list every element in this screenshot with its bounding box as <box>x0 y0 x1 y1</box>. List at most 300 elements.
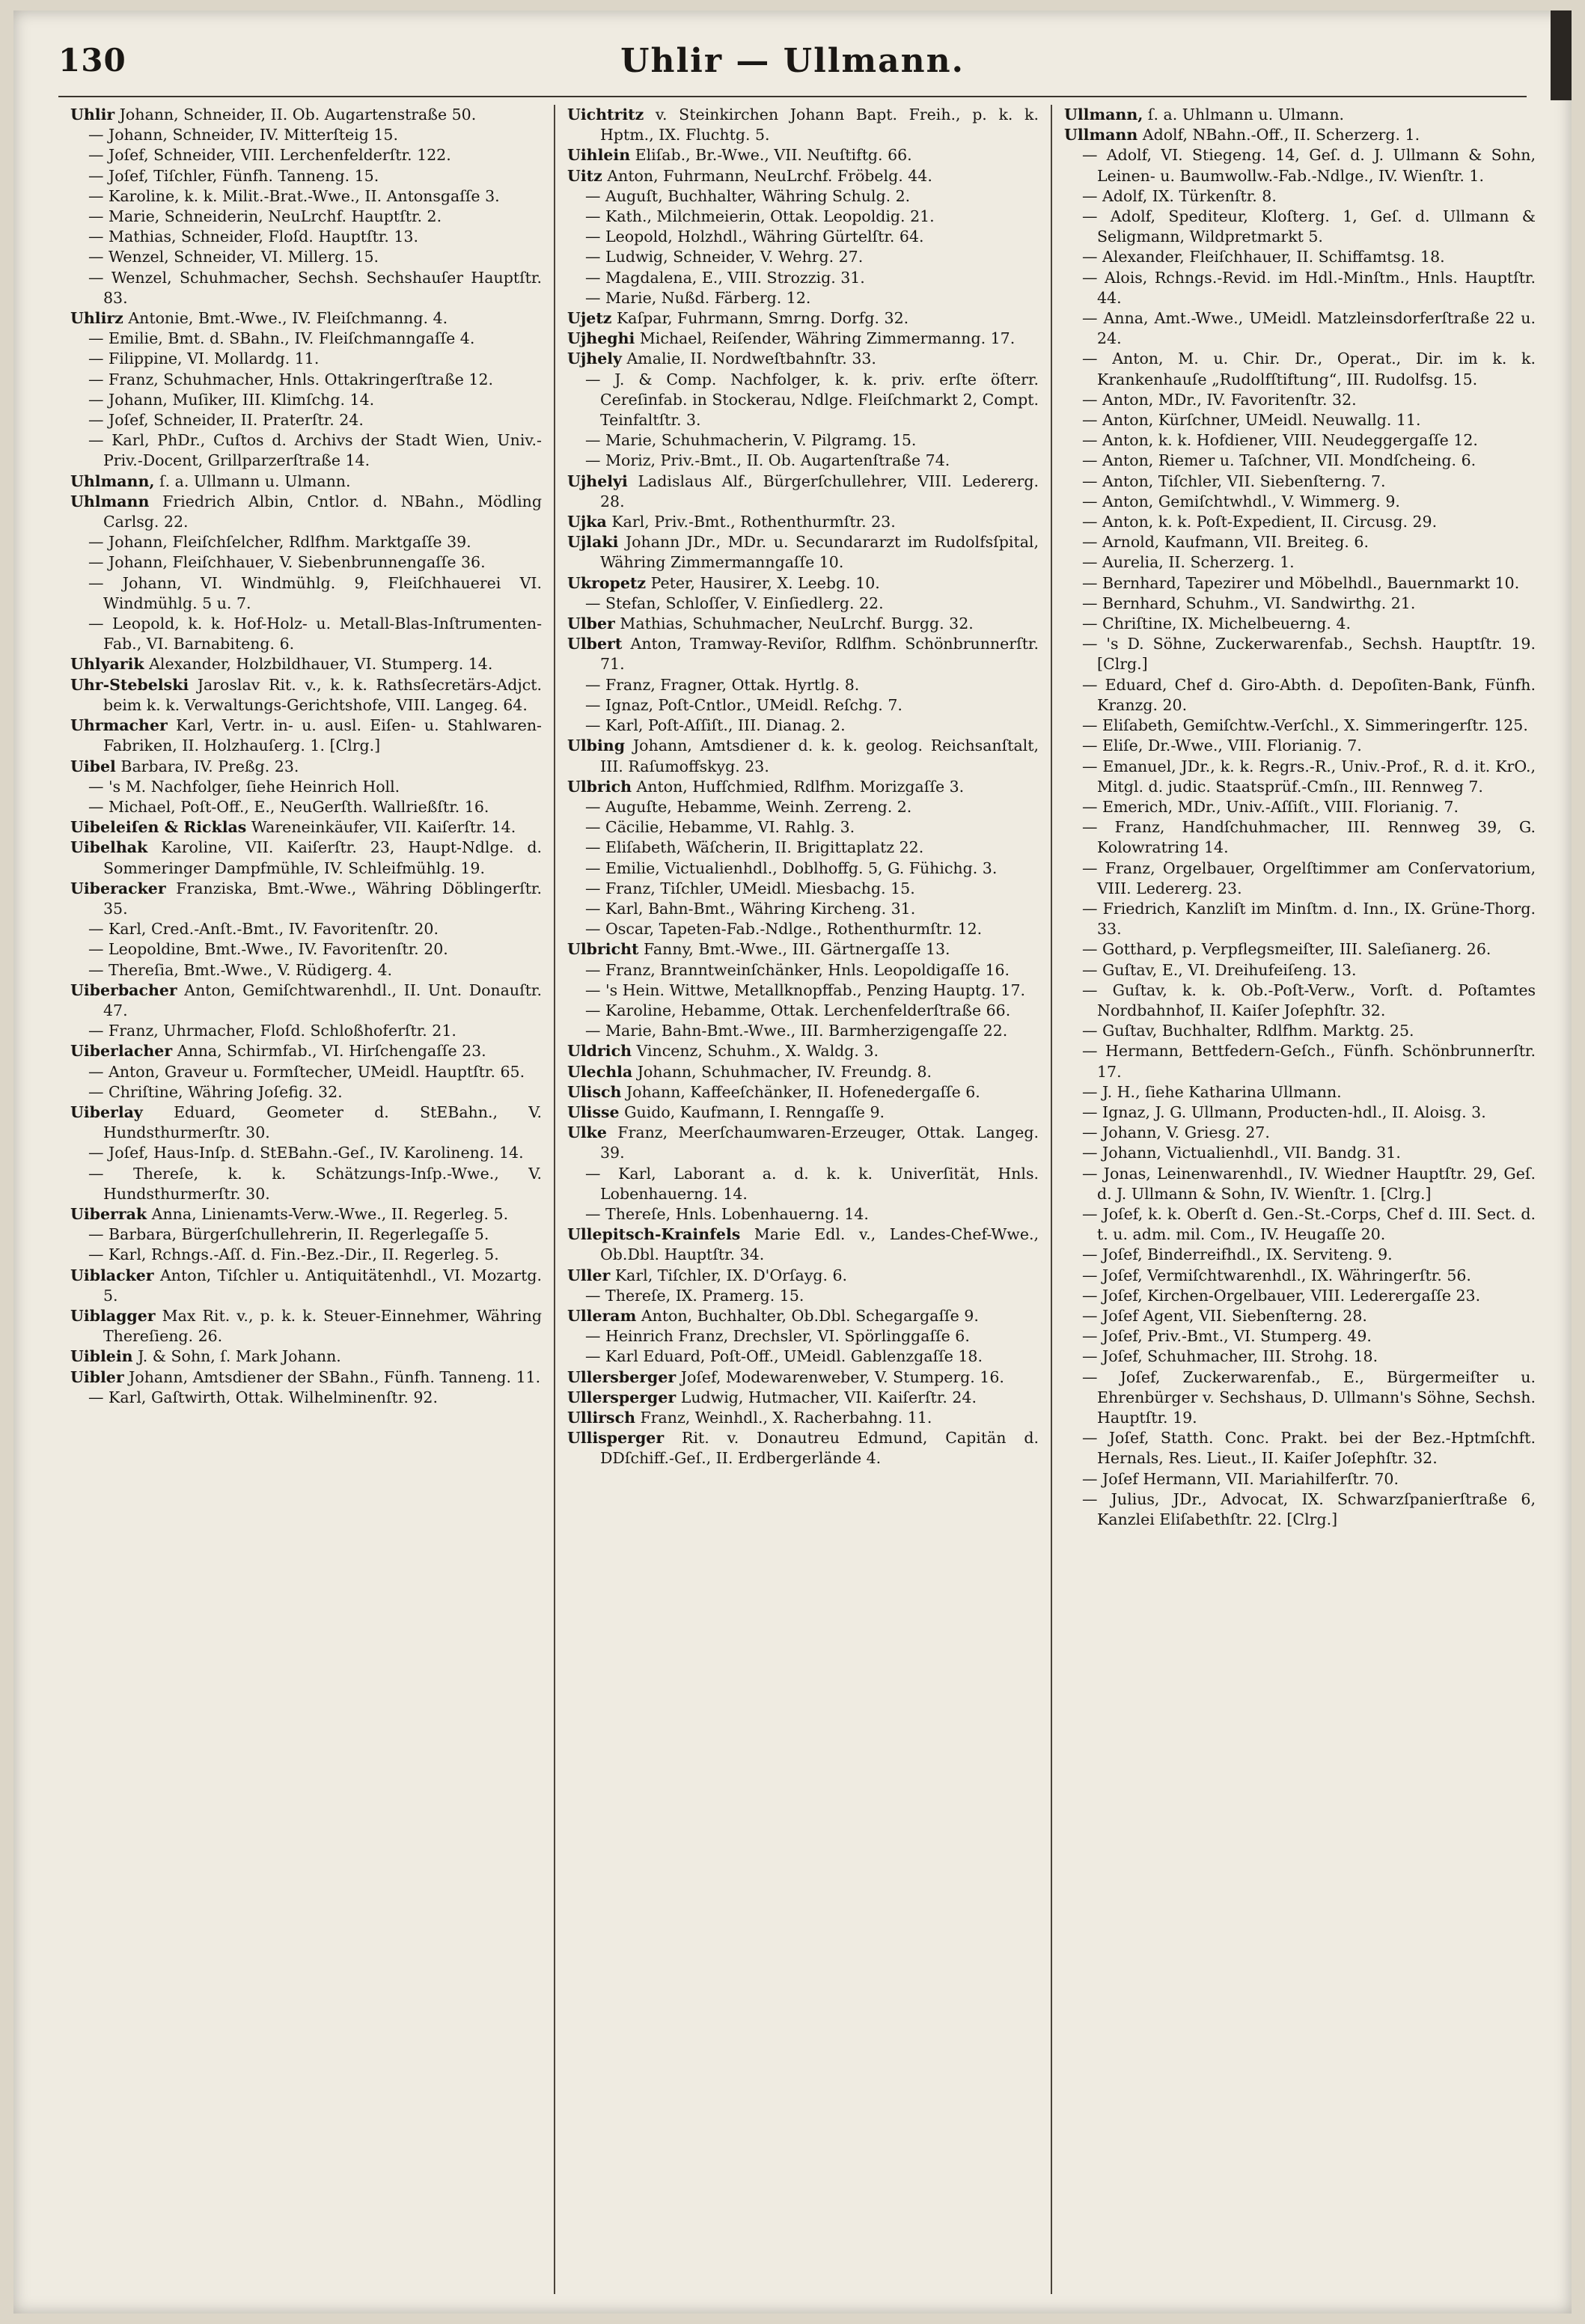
entry-text: — Karl, PhDr., Cuſtos d. Archivs der Stadt Wien, Univ.-Priv.-Docent, Grillparzerſtraße 14. <box>88 431 542 470</box>
directory-entry <box>1064 757 1536 797</box>
entry-text: — Mathias, Schneider, Floſd. Hauptſtr. 13. <box>88 228 418 246</box>
directory-entry <box>70 1367 542 1388</box>
entry-surname: Ujhelyi <box>567 472 628 490</box>
entry-text: — 's Hein. Wittwe, Metallknopffab., Penzing Hauptg. 17. <box>585 980 1026 999</box>
directory-entry <box>70 552 542 573</box>
directory-entry <box>70 1204 542 1224</box>
entry-text: — Joſef, k. k. Oberſt d. Gen.-St.-Corps, Chef d. III. Sect. d. t. u. adm. mil. Com., IV. Heugaſſe 20. <box>1082 1204 1536 1244</box>
directory-entry <box>567 777 1039 797</box>
directory-entry <box>567 186 1039 207</box>
entry-surname: Ujetz <box>567 309 612 328</box>
entry-text: Franz, Meerſchaumwaren-Erzeuger, Ottak. Langeg. 39. <box>600 1123 1039 1162</box>
entry-text: — Franz, Branntweinſchänker, Hnls. Leopoldigaſſe 16. <box>585 960 1010 979</box>
entry-text: — Joſef, Vermiſchtwarenhdl., IX. Währingerſtr. 56. <box>1082 1266 1471 1284</box>
entry-surname: Ullersperger <box>567 1388 677 1406</box>
directory-entry <box>70 1266 542 1306</box>
directory-entry <box>567 980 1039 1001</box>
entry-surname: Uiberacker <box>70 879 166 897</box>
entry-text: — Emilie, Victualienhdl., Doblhoffg. 5, G. Fühichg. 3. <box>585 858 998 877</box>
directory-entry <box>567 207 1039 227</box>
entry-text: Anton, Hufſchmied, Rdlfhm. Morizgaſſe 3. <box>636 777 965 796</box>
directory-entry <box>70 105 542 125</box>
entry-text: Ladislaus Alf., Bürgerſchullehrer, VIII. Ledererg. 28. <box>600 472 1039 510</box>
entry-surname: Ujka <box>567 513 607 531</box>
directory-entry <box>70 186 542 207</box>
entry-text: — Johann, Schneider, IV. Mitterſteig 15. <box>88 126 398 144</box>
directory-entry <box>1064 1021 1536 1041</box>
entry-text: — Karl, Bahn-Bmt., Währing Kircheng. 31. <box>585 899 916 918</box>
entry-text: — Moriz, Priv.-Bmt., II. Ob. Augartenſtraße 74. <box>585 451 950 470</box>
directory-entry <box>70 268 542 308</box>
directory-entry <box>567 1204 1039 1224</box>
entry-text: — Karl, Laborant a. d. k. k. Univerſität, Hnls. Lobenhauerng. 14. <box>585 1164 1039 1203</box>
directory-entry <box>70 1346 542 1367</box>
entry-text: — Adolf, VI. Stiegeng. 14, Geſ. d. J. Ullmann & Sohn, Leinen- u. Baumwollw.-Fab.-Ndlge., IV. Wienſtr. 1. <box>1082 146 1536 185</box>
entry-text: Eduard, Geometer d. StEBahn., V. Hundsthurmerſtr. 30. <box>103 1102 542 1142</box>
directory-entry <box>70 1062 542 1082</box>
directory-entry <box>567 1001 1039 1021</box>
entry-text: Jaroslav Rit. v., k. k. Rathsſecretärs-Adjct. beim k. k. Verwaltungs-Gerichtshofe, VIII. Langeg. 64. <box>103 675 542 714</box>
directory-entry <box>567 1306 1039 1326</box>
directory-entry <box>567 675 1039 695</box>
entry-text: — Johann, Victualienhdl., VII. Bandg. 31. <box>1082 1144 1401 1162</box>
entry-text: — Marie, Schuhmacherin, V. Pilgramg. 15. <box>585 431 917 450</box>
directory-entry <box>567 1224 1039 1265</box>
entry-text: — 's M. Nachfolger, ſiehe Heinrich Holl. <box>88 777 400 796</box>
entry-text: — Thereſia, Bmt.-Wwe., V. Rüdigerg. 4. <box>88 960 393 979</box>
entry-text: — Gotthard, p. Verpflegsmeiſter, III. Saleſianerg. 26. <box>1082 940 1491 959</box>
directory-entry <box>70 797 542 817</box>
directory-entry <box>1064 1123 1536 1143</box>
directory-entry <box>567 939 1039 960</box>
entry-text: — Karoline, Hebamme, Ottak. Lerchenfelderſtraße 66. <box>585 1001 1011 1019</box>
entry-text: — Ignaz, Poſt-Cntlor., UMeidl. Reſchg. 7. <box>585 695 903 714</box>
directory-entry <box>1064 410 1536 430</box>
entry-text: — Anton, Graveur u. Formſtecher, UMeidl. Hauptſtr. 65. <box>88 1062 525 1081</box>
entry-text: — Franz, Tiſchler, UMeidl. Miesbachg. 15. <box>585 879 915 897</box>
entry-surname: Uiblein <box>70 1347 133 1366</box>
entry-surname: Uichtritz <box>567 106 644 123</box>
directory-entry <box>567 1123 1039 1163</box>
entry-text: — Karl, Poſt-Aſſiſt., III. Dianag. 2. <box>585 716 846 735</box>
entry-text: — Ignaz, J. G. Ullmann, Producten-hdl., II. Aloisg. 3. <box>1082 1102 1486 1121</box>
entry-text: — Marie, Bahn-Bmt.-Wwe., III. Barmherzigengaſſe 22. <box>585 1022 1008 1040</box>
entry-text: — Joſef, Binderreifhdl., IX. Serviteng. 9. <box>1082 1245 1393 1264</box>
entry-surname: Ullersberger <box>567 1367 677 1386</box>
directory-entry <box>567 145 1039 165</box>
entry-text: — Franz, Orgelbauer, Orgelſtimmer am Conſervatorium, VIII. Ledererg. 23. <box>1082 858 1536 897</box>
entry-text: — Guſtav, k. k. Ob.-Poſt-Verw., Vorſt. d. Poſtamtes Nordbahnhof, II. Kaiſer Joſephſtr. 32. <box>1082 980 1536 1019</box>
entry-text: ſ. a. Ullmann u. Ulmann. <box>159 472 351 490</box>
entry-text: Franz, Weinhdl., X. Racherbahng. 11. <box>640 1409 932 1427</box>
entry-text: Johann, Schneider, II. Ob. Augartenstraße 50. <box>119 106 477 123</box>
entry-text: — Anton, Gemiſchtwhdl., V. Wimmerg. 9. <box>1082 492 1400 510</box>
directory-entry <box>567 736 1039 776</box>
entry-text: — Julius, JDr., Advocat, IX. Schwarzſpanierſtraße 6, Kanzlei Eliſabethſtr. 22. [Clrg.] <box>1082 1489 1536 1529</box>
directory-entry <box>70 390 542 410</box>
directory-entry <box>567 960 1039 980</box>
directory-entry <box>1064 186 1536 207</box>
directory-entry <box>70 980 542 1021</box>
entry-text: — Joſef, Statth. Conc. Prakt. bei der Bez.-Hptmſchft. Hernals, Res. Lieut., II. Kaiſer Joſephſtr. 32. <box>1082 1429 1536 1468</box>
directory-entry <box>70 532 542 552</box>
directory-entry <box>1064 552 1536 573</box>
entry-text: Johann, Schuhmacher, IV. Freundg. 8. <box>637 1062 932 1081</box>
directory-entry <box>70 370 542 390</box>
directory-entry <box>70 1102 542 1143</box>
directory-entry <box>567 227 1039 247</box>
directory-entry <box>70 817 542 838</box>
entry-text: — Johann, Muſiker, III. Klimſchg. 14. <box>88 390 375 409</box>
entry-surname: Ulbricht <box>567 940 639 959</box>
entry-text: — Anton, Tiſchler, VII. Siebenſterng. 7. <box>1082 472 1386 490</box>
directory-entry <box>1064 451 1536 471</box>
entry-text: — Eliſabeth, Wäſcherin, II. Brigittaplatz 22. <box>585 838 924 857</box>
directory-entry <box>1064 308 1536 349</box>
entry-surname: Ulbing <box>567 736 626 755</box>
entry-text: — Johann, V. Griesg. 27. <box>1082 1123 1270 1142</box>
entry-text: Kaſpar, Fuhrmann, Smrng. Dorfg. 32. <box>616 309 909 328</box>
directory-entry <box>1064 207 1536 247</box>
entry-surname: Uiblacker <box>70 1266 154 1284</box>
entry-text: Peter, Hausirer, X. Leebg. 10. <box>650 573 880 592</box>
entry-text: — Michael, Poſt-Off., E., NeuGerſth. Wallrießſtr. 16. <box>88 797 489 816</box>
directory-entry <box>1064 980 1536 1021</box>
entry-text: — Joſef, Zuckerwarenfab., E., Bürgermeiſter u. Ehrenbürger v. Sechshaus, D. Ullmann's Söhne, Sechsh. Hauptſtr. 19. <box>1082 1367 1536 1427</box>
entry-text: — Auguſte, Hebamme, Weinh. Zerreng. 2. <box>585 797 912 816</box>
directory-entry <box>567 614 1039 634</box>
entry-surname: Uhlmann <box>70 492 150 510</box>
directory-entry <box>1064 349 1536 389</box>
entry-text: Karl, Tiſchler, IX. D'Orſayg. 6. <box>614 1266 848 1284</box>
running-head: Uhlir — Ullmann. <box>620 42 965 80</box>
directory-entry <box>1064 268 1536 308</box>
directory-entry <box>70 716 542 756</box>
entry-text: — Emerich, MDr., Univ.-Aſſiſt., VIII. Florianig. 7. <box>1082 797 1459 816</box>
entry-surname: Ullepitsch-Krainfels <box>567 1225 741 1244</box>
directory-entry <box>1064 512 1536 532</box>
directory-entry <box>1064 614 1536 634</box>
entry-text: — Emilie, Bmt. d. SBahn., IV. Fleiſchmanngaſſe 4. <box>88 329 475 348</box>
directory-entry <box>567 308 1039 329</box>
directory-entry <box>567 899 1039 919</box>
entry-text: — Karl Eduard, Poſt-Off., UMeidl. Gablenzgaſſe 18. <box>585 1347 983 1366</box>
entry-text: Johann, Amtsdiener d. k. k. geolog. Reichsanſtalt, III. Raſumoffskyg. 23. <box>600 736 1039 775</box>
directory-entry <box>1064 145 1536 186</box>
entry-text: — Marie, Nußd. Färberg. 12. <box>585 288 811 307</box>
directory-entry <box>567 512 1039 532</box>
directory-entry <box>70 1041 542 1061</box>
entry-surname: Ullmann, <box>1064 106 1143 123</box>
directory-entry <box>567 879 1039 899</box>
directory-entry <box>1064 430 1536 451</box>
entry-text: Anton, Gemiſchtwarenhdl., II. Unt. Donauſtr. 47. <box>103 980 542 1019</box>
directory-entry <box>70 654 542 674</box>
directory-entry <box>1064 817 1536 858</box>
entry-text: Karl, Vertr. in- u. ausl. Eiſen- u. Stahlwaren-Fabriken, II. Holzhauſerg. 1. [Clrg.] <box>103 716 542 755</box>
entry-text: — Adolf, IX. Türkenſtr. 8. <box>1082 186 1277 205</box>
entry-text: Anton, Fuhrmann, NeuLrchf. Fröbelg. 44. <box>607 166 932 185</box>
directory-entry <box>567 430 1039 451</box>
entry-surname: Uiberbacher <box>70 980 177 999</box>
entry-text: — Leopoldine, Bmt.-Wwe., IV. Favoritenſtr. 20. <box>88 940 448 959</box>
entry-surname: Uibel <box>70 757 116 775</box>
directory-entry <box>70 777 542 797</box>
entry-text: Anton, Tiſchler u. Antiquitätenhdl., VI. Mozartg. 5. <box>103 1266 542 1305</box>
entry-surname: Ulechla <box>567 1062 633 1081</box>
entry-text: — Thereſe, IX. Pramerg. 15. <box>585 1286 804 1305</box>
directory-columns <box>58 105 1548 2294</box>
directory-entry <box>70 247 542 267</box>
entry-text: — Hermann, Bettfedern-Geſch., Fünfh. Schönbrunnerſtr. 17. <box>1082 1042 1536 1081</box>
entry-text: Guido, Kaufmann, I. Renngaſſe 9. <box>624 1102 885 1121</box>
entry-text: — Bernhard, Tapezirer und Möbelhdl., Bauernmarkt 10. <box>1082 573 1520 592</box>
entry-text: Johann, Kaffeeſchänker, II. Hofenedergaſſe 6. <box>626 1082 980 1101</box>
directory-entry <box>567 594 1039 614</box>
entry-text: — Anton, k. k. Hofdiener, VIII. Neudeggergaſſe 12. <box>1082 431 1478 450</box>
directory-entry <box>567 472 1039 512</box>
entry-text: — Karl, Cred.-Anſt.-Bmt., IV. Favoritenſtr. 20. <box>88 920 439 939</box>
entry-text: Antonie, Bmt.-Wwe., IV. Fleiſchmanng. 4. <box>128 309 448 328</box>
entry-text: — Filippine, VI. Mollardg. 11. <box>88 350 320 368</box>
column-2 <box>555 105 1052 2294</box>
directory-entry <box>1064 125 1536 145</box>
entry-text: — Johann, VI. Windmühlg. 9, Fleiſchhauerei VI. Windmühlg. 5 u. 7. <box>88 573 542 612</box>
entry-text: — Wenzel, Schuhmacher, Sechsh. Sechshauſer Hauptſtr. 83. <box>88 268 542 307</box>
directory-entry <box>1064 573 1536 594</box>
directory-entry <box>567 166 1039 186</box>
directory-entry <box>70 838 542 878</box>
directory-entry <box>567 247 1039 267</box>
entry-text: — Franz, Uhrmacher, Floſd. Schloßhoferſtr. 21. <box>88 1022 456 1040</box>
entry-text: — Joſef, Schneider, II. Praterſtr. 24. <box>88 411 364 430</box>
directory-entry <box>70 675 542 716</box>
entry-surname: Ulke <box>567 1123 607 1142</box>
entry-text: — Ludwig, Schneider, V. Wehrg. 27. <box>585 248 864 266</box>
directory-entry <box>567 1367 1039 1388</box>
entry-text: Anton, Buchhalter, Ob.Dbl. Schegargaſſe 9. <box>641 1306 979 1325</box>
directory-entry <box>70 1082 542 1102</box>
entry-text: — Joſef, Tiſchler, Fünfh. Tanneng. 15. <box>88 166 379 185</box>
directory-entry <box>567 1102 1039 1123</box>
entry-text: Michael, Reiſender, Währing Zimmermanng. 17. <box>639 329 1016 348</box>
directory-entry <box>70 145 542 165</box>
entry-text: — Karoline, k. k. Milit.-Brat.-Wwe., II. Antonsgaſſe 3. <box>88 186 500 205</box>
directory-entry <box>567 1428 1039 1468</box>
directory-entry <box>567 268 1039 288</box>
directory-entry <box>70 879 542 919</box>
entry-text: Joſef, Modewarenweber, V. Stumperg. 16. <box>680 1367 1004 1386</box>
entry-text: — Joſef Agent, VII. Siebenſterng. 28. <box>1082 1306 1367 1325</box>
entry-surname: Ujlaki <box>567 533 619 552</box>
entry-text: — Anna, Amt.-Wwe., UMeidl. Matzleinsdorferſtraße 22 u. 24. <box>1082 309 1536 348</box>
directory-entry <box>1064 858 1536 899</box>
entry-text: Vincenz, Schuhm., X. Waldg. 3. <box>636 1042 879 1061</box>
entry-surname: Ulbert <box>567 635 623 653</box>
entry-surname: Uhlyarik <box>70 655 144 674</box>
directory-entry <box>567 1266 1039 1286</box>
entry-text: — Cäcilie, Hebamme, VI. Rahlg. 3. <box>585 818 855 837</box>
entry-text: — Eliſabeth, Gemiſchtw.-Verſchl., X. Simmeringerſtr. 125. <box>1082 716 1528 735</box>
entry-surname: Uiberlacher <box>70 1042 173 1061</box>
directory-entry <box>567 1021 1039 1041</box>
directory-entry <box>567 105 1039 145</box>
entry-surname: Uiblagger <box>70 1306 156 1325</box>
directory-entry <box>1064 532 1536 552</box>
directory-entry <box>70 227 542 247</box>
entry-text: — Aurelia, II. Scherzerg. 1. <box>1082 553 1295 572</box>
entry-text: Rit. v. Donautreu Edmund, Capitän d. DDſchiff.-Geſ., II. Erdbergerlände 4. <box>600 1429 1039 1468</box>
directory-entry <box>567 817 1039 838</box>
directory-entry <box>567 1082 1039 1102</box>
entry-text: — Joſef, Priv.-Bmt., VI. Stumperg. 49. <box>1082 1327 1372 1346</box>
directory-entry <box>567 716 1039 736</box>
entry-surname: Uhrmacher <box>70 716 168 735</box>
entry-text: — Heinrich Franz, Drechsler, VI. Spörlinggaſſe 6. <box>585 1327 970 1346</box>
entry-surname: Uiberlay <box>70 1102 143 1121</box>
entry-surname: Uibelhak <box>70 838 148 857</box>
directory-entry <box>70 614 542 654</box>
entry-text: — Johann, Fleiſchſelcher, Rdlfhm. Marktgaſſe 39. <box>88 533 471 552</box>
entry-text: — Franz, Fragner, Ottak. Hyrtlg. 8. <box>585 675 860 694</box>
entry-text: Amalie, II. Nordweſtbahnſtr. 33. <box>626 350 876 368</box>
directory-entry <box>70 919 542 939</box>
directory-entry <box>1064 1306 1536 1326</box>
directory-entry <box>567 451 1039 471</box>
directory-entry <box>1064 1346 1536 1367</box>
entry-text: — Joſef Hermann, VII. Mariahilferſtr. 70. <box>1082 1469 1399 1488</box>
directory-entry <box>1064 797 1536 817</box>
directory-entry <box>1064 1469 1536 1489</box>
entry-surname: Uibler <box>70 1367 124 1386</box>
entry-text: Franziska, Bmt.-Wwe., Währing Döblingerſtr. 35. <box>103 879 542 918</box>
directory-entry <box>70 939 542 960</box>
directory-entry <box>567 1326 1039 1346</box>
directory-entry <box>567 797 1039 817</box>
entry-text: J. & Sohn, ſ. Mark Johann. <box>138 1347 341 1366</box>
entry-surname: Uibeleiſen & Ricklas <box>70 818 247 837</box>
entry-surname: Ulleram <box>567 1306 637 1325</box>
entry-text: Anna, Linienamts-Verw.-Wwe., II. Regerleg. 5. <box>151 1204 509 1223</box>
entry-text: — Bernhard, Schuhm., VI. Sandwirthg. 21. <box>1082 594 1416 612</box>
entry-surname: Ulbrich <box>567 777 632 796</box>
directory-entry <box>1064 105 1536 125</box>
page-corner-shadow <box>1551 10 1572 100</box>
directory-entry <box>70 1021 542 1041</box>
directory-entry <box>70 329 542 349</box>
entry-text: — Stefan, Schloſſer, V. Einſiedlerg. 22. <box>585 594 884 612</box>
entry-text: — Thereſe, k. k. Schätzungs-Inſp.-Wwe., V. Hundsthurmerſtr. 30. <box>88 1164 542 1203</box>
directory-entry <box>70 573 542 614</box>
entry-text: — Guſtav, Buchhalter, Rdlfhm. Marktg. 25. <box>1082 1022 1414 1040</box>
directory-entry <box>1064 1102 1536 1123</box>
directory-entry <box>567 288 1039 308</box>
entry-surname: Ullirsch <box>567 1409 635 1427</box>
directory-entry <box>567 919 1039 939</box>
entry-text: — Franz, Schuhmacher, Hnls. Ottakringerſtraße 12. <box>88 370 494 388</box>
directory-entry <box>567 634 1039 674</box>
entry-surname: Uihlein <box>567 146 631 165</box>
directory-entry <box>1064 492 1536 512</box>
directory-entry <box>1064 960 1536 980</box>
directory-entry <box>70 472 542 492</box>
column-1 <box>58 105 555 2294</box>
entry-text: — Marie, Schneiderin, NeuLrchf. Hauptſtr. 2. <box>88 207 442 226</box>
entry-text: — Magdalena, E., VIII. Strozzig. 31. <box>585 268 865 287</box>
directory-entry <box>567 370 1039 431</box>
directory-entry <box>567 329 1039 349</box>
entry-text: — Anton, MDr., IV. Favoritenſtr. 32. <box>1082 390 1357 409</box>
entry-text: Ludwig, Hutmacher, VII. Kaiſerſtr. 24. <box>680 1388 977 1406</box>
page-number: 130 <box>58 42 126 79</box>
entry-text: — Joſef, Schneider, VIII. Lerchenfelderſtr. 122. <box>88 146 451 165</box>
entry-text: — Franz, Handſchuhmacher, III. Rennweg 39, G. Kolowratring 14. <box>1082 818 1536 857</box>
directory-entry <box>567 695 1039 716</box>
directory-entry <box>1064 1266 1536 1286</box>
entry-surname: Uiberrak <box>70 1204 147 1223</box>
entry-text: — Chriſtine, IX. Michelbeuerng. 4. <box>1082 614 1351 633</box>
entry-surname: Ujheghi <box>567 329 635 348</box>
directory-entry <box>70 1245 542 1265</box>
entry-surname: Uldrich <box>567 1042 632 1061</box>
entry-surname: Uitz <box>567 166 602 185</box>
entry-text: Marie Edl. v., Landes-Chef-Wwe., Ob.Dbl. Hauptſtr. 34. <box>600 1225 1039 1264</box>
entry-text: — J. H., ſiehe Katharina Ullmann. <box>1082 1082 1342 1101</box>
entry-text: — Jonas, Leinenwarenhdl., IV. Wiedner Hauptſtr. 29, Geſ. d. J. Ullmann & Sohn, IV. Wienſtr. 1. [Clrg.] <box>1082 1164 1536 1203</box>
entry-text: Mathias, Schuhmacher, NeuLrchf. Burgg. 32. <box>620 614 974 633</box>
directory-entry <box>567 532 1039 573</box>
directory-entry <box>1064 939 1536 960</box>
entry-text: — Thereſe, Hnls. Lobenhauerng. 14. <box>585 1204 869 1223</box>
entry-text: — Eliſe, Dr.-Wwe., VIII. Florianig. 7. <box>1082 736 1362 755</box>
directory-entry <box>70 757 542 777</box>
entry-text: Anna, Schirmfab., VI. Hirſchengaſſe 23. <box>177 1042 486 1061</box>
column-3 <box>1052 105 1548 2294</box>
directory-entry <box>70 1143 542 1163</box>
entry-text: ſ. a. Uhlmann u. Ulmann. <box>1147 106 1345 123</box>
entry-text: — Arnold, Kaufmann, VII. Breiteg. 6. <box>1082 533 1369 552</box>
directory-entry <box>567 1408 1039 1428</box>
entry-text: v. Steinkirchen Johann Bapt. Freih., p. k. k. Hptm., IX. Fluchtg. 5. <box>600 106 1039 144</box>
entry-text: Max Rit. v., p. k. k. Steuer-Einnehmer, Währing Thereſieng. 26. <box>103 1306 542 1346</box>
directory-entry <box>70 960 542 980</box>
entry-surname: Uller <box>567 1266 611 1284</box>
directory-entry <box>567 1164 1039 1204</box>
entry-text: — Kath., Milchmeierin, Ottak. Leopoldig. 21. <box>585 207 935 226</box>
entry-text: — Joſef, Schuhmacher, III. Strohg. 18. <box>1082 1347 1378 1366</box>
entry-surname: Ukropetz <box>567 573 647 592</box>
directory-entry <box>1064 1286 1536 1306</box>
directory-entry <box>70 349 542 369</box>
entry-text: — Leopold, k. k. Hof-Holz- u. Metall-Blas-Inſtrumenten-Fab., VI. Barnabiteng. 6. <box>88 614 542 653</box>
directory-page <box>13 10 1572 2314</box>
directory-entry <box>70 1306 542 1346</box>
entry-text: — J. & Comp. Nachfolger, k. k. priv. erſte öſterr. Cereſinfab. in Stockerau, Ndlge. Fleiſchmarkt 2, Compt. Teinfaltſtr. 3. <box>585 370 1039 430</box>
entry-text: — Chriſtine, Währing Joſefig. 32. <box>88 1082 343 1101</box>
entry-surname: Uhlirz <box>70 309 123 328</box>
directory-entry <box>1064 594 1536 614</box>
entry-text: Wareneinkäufer, VII. Kaiſerſtr. 14. <box>251 818 516 837</box>
entry-text: — Alexander, Fleiſchhauer, II. Schiffamtsg. 18. <box>1082 248 1445 266</box>
directory-entry <box>70 166 542 186</box>
entry-text: — Guſtav, E., VI. Dreihufeiſeng. 13. <box>1082 960 1357 979</box>
directory-entry <box>70 1164 542 1204</box>
directory-entry <box>1064 736 1536 756</box>
directory-entry <box>1064 1245 1536 1265</box>
directory-entry <box>1064 634 1536 674</box>
entry-surname: Uhlir <box>70 106 115 123</box>
entry-text: — Anton, k. k. Poſt-Expedient, II. Circusg. 29. <box>1082 513 1438 531</box>
